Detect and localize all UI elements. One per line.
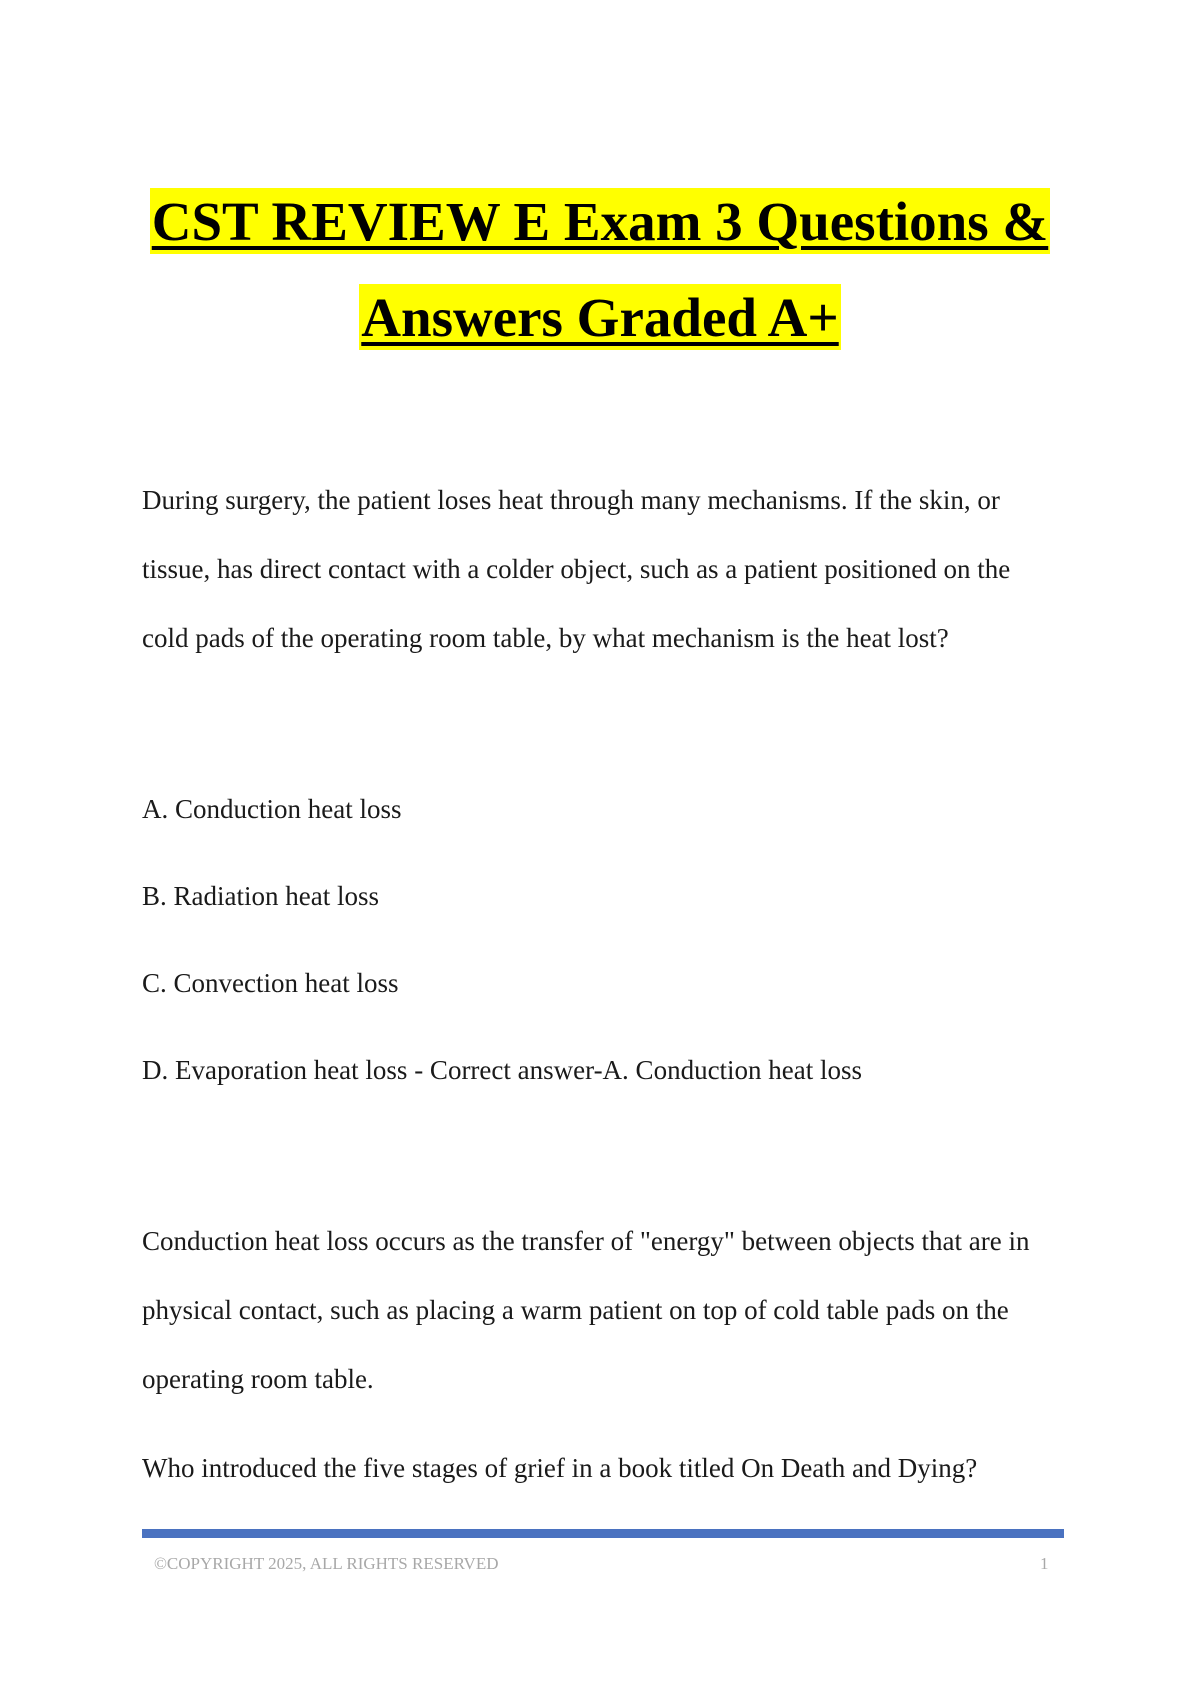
explanation-line: operating room table.: [142, 1364, 374, 1394]
explanation-text: [142, 1207, 1067, 1414]
title-line-2: [0, 284, 1200, 380]
question-2-text: Who introduced the five stages of grief in a book titled On Death and Dying?: [142, 1453, 978, 1483]
explanation-line: Conduction heat loss occurs as the transfer of "energy" between objects that are in: [142, 1226, 1030, 1256]
answer-option-a: A. Conduction heat loss: [142, 794, 402, 824]
footer-copyright: ©COPYRIGHT 2025, ALL RIGHTS RESERVED: [154, 1554, 499, 1573]
explanation-line: physical contact, such as placing a warm patient on top of cold table pads on the: [142, 1295, 1009, 1325]
question-1-line: cold pads of the operating room table, by what mechanism is the heat lost?: [142, 623, 949, 653]
question-1-text: [142, 466, 1067, 673]
question-1-line: During surgery, the patient loses heat through many mechanisms. If the skin, or: [142, 485, 1000, 515]
question-1-line: tissue, has direct contact with a colder object, such as a patient positioned on the: [142, 554, 1011, 584]
answer-option-d: D. Evaporation heat loss - Correct answer-A. Conduction heat loss: [142, 1055, 863, 1085]
title-text-1: CST REVIEW E Exam 3 Questions &: [150, 188, 1051, 254]
answer-option-b: B. Radiation heat loss: [142, 881, 379, 911]
title-line-1: [0, 188, 1200, 284]
footer-page-number: 1: [1040, 1554, 1049, 1573]
document-title: [0, 188, 1200, 380]
answer-option-c: C. Convection heat loss: [142, 968, 399, 998]
footer-divider: [142, 1529, 1064, 1538]
title-text-2: Answers Graded A+: [359, 284, 840, 350]
